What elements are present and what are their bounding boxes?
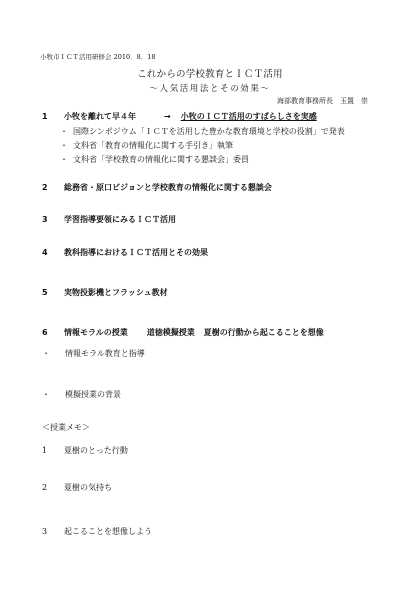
section-6-bullet — [42, 390, 121, 400]
arrow-icon: → — [164, 112, 171, 121]
section-6-bullet — [42, 349, 145, 359]
memo-number: 1 — [42, 446, 48, 455]
section-heading: 学習指導要領にみるＩＣＴ活用 — [64, 215, 176, 224]
section-number: 5 — [42, 288, 48, 297]
memo-item — [42, 527, 152, 537]
section-heading: 総務省・原口ビジョンと学校教育の情報化に関する懇談会 — [64, 183, 272, 192]
section-1-bullet — [60, 127, 345, 137]
section-number: 3 — [42, 215, 48, 224]
author-line: 海部教育事務所長 玉置 崇 — [277, 97, 368, 105]
section-topic: 夏樹の行動から起こることを想像 — [203, 328, 324, 337]
section-4 — [42, 248, 208, 258]
document-subtitle: ～人気活用法とその効果～ — [149, 84, 271, 94]
memo-text: 夏樹のとった行動 — [64, 446, 128, 455]
bullet-icon: ・ — [60, 127, 68, 136]
memo-heading: ＜授業メモ＞ — [42, 423, 90, 432]
memo-number: 2 — [42, 483, 48, 492]
bullet-text: 文科省「教育の情報化に関する手引き」執筆 — [73, 141, 233, 150]
bullet-text: 模擬授業の背景 — [65, 390, 121, 399]
section-heading: 実物投影機とフラッシュ教材 — [64, 288, 168, 297]
section-number: 6 — [42, 328, 48, 337]
section-number: 1 — [42, 112, 48, 121]
section-1-bullet — [60, 141, 233, 151]
bullet-text: 情報モラル教育と指導 — [65, 349, 145, 358]
section-3 — [42, 215, 176, 225]
document-title: これからの学校教育とＩＣＴ活用 — [137, 69, 283, 80]
event-line: 小牧市ＩＣＴ活用研修会 2010．8．18 — [40, 53, 156, 61]
section-number: 2 — [42, 183, 48, 192]
section-6 — [42, 328, 324, 338]
section-5 — [42, 288, 168, 298]
bullet-icon: ・ — [60, 141, 68, 150]
section-1-bullet — [60, 155, 249, 165]
section-number: 4 — [42, 248, 48, 257]
section-1 — [42, 112, 317, 122]
section-heading: 教科指導におけるＩＣＴ活用とその効果 — [64, 248, 208, 257]
memo-number: 3 — [42, 527, 48, 536]
bullet-text: 文科省「学校教育の情報化に関する懇談会」委員 — [73, 155, 249, 164]
memo-text: 起こることを想像しよう — [64, 527, 152, 536]
bullet-icon: ・ — [42, 349, 50, 358]
section-2 — [42, 183, 272, 193]
bullet-text: 国際シンポジウム「ＩＣＴを活用した豊かな教育環境と学校の役割」で発表 — [73, 127, 345, 136]
section-emphasis: 小牧のＩＣＴ活用のすばらしさを実感 — [180, 112, 317, 121]
memo-item — [42, 446, 128, 456]
bullet-icon: ・ — [42, 390, 50, 399]
memo-item — [42, 483, 112, 493]
section-heading: 情報モラルの授業 — [64, 328, 128, 337]
section-heading: 小牧を離れて早４年 — [64, 112, 136, 121]
memo-text: 夏樹の気持ち — [64, 483, 112, 492]
section-subheading: 道徳模擬授業 — [146, 328, 195, 337]
bullet-icon: ・ — [60, 155, 68, 164]
